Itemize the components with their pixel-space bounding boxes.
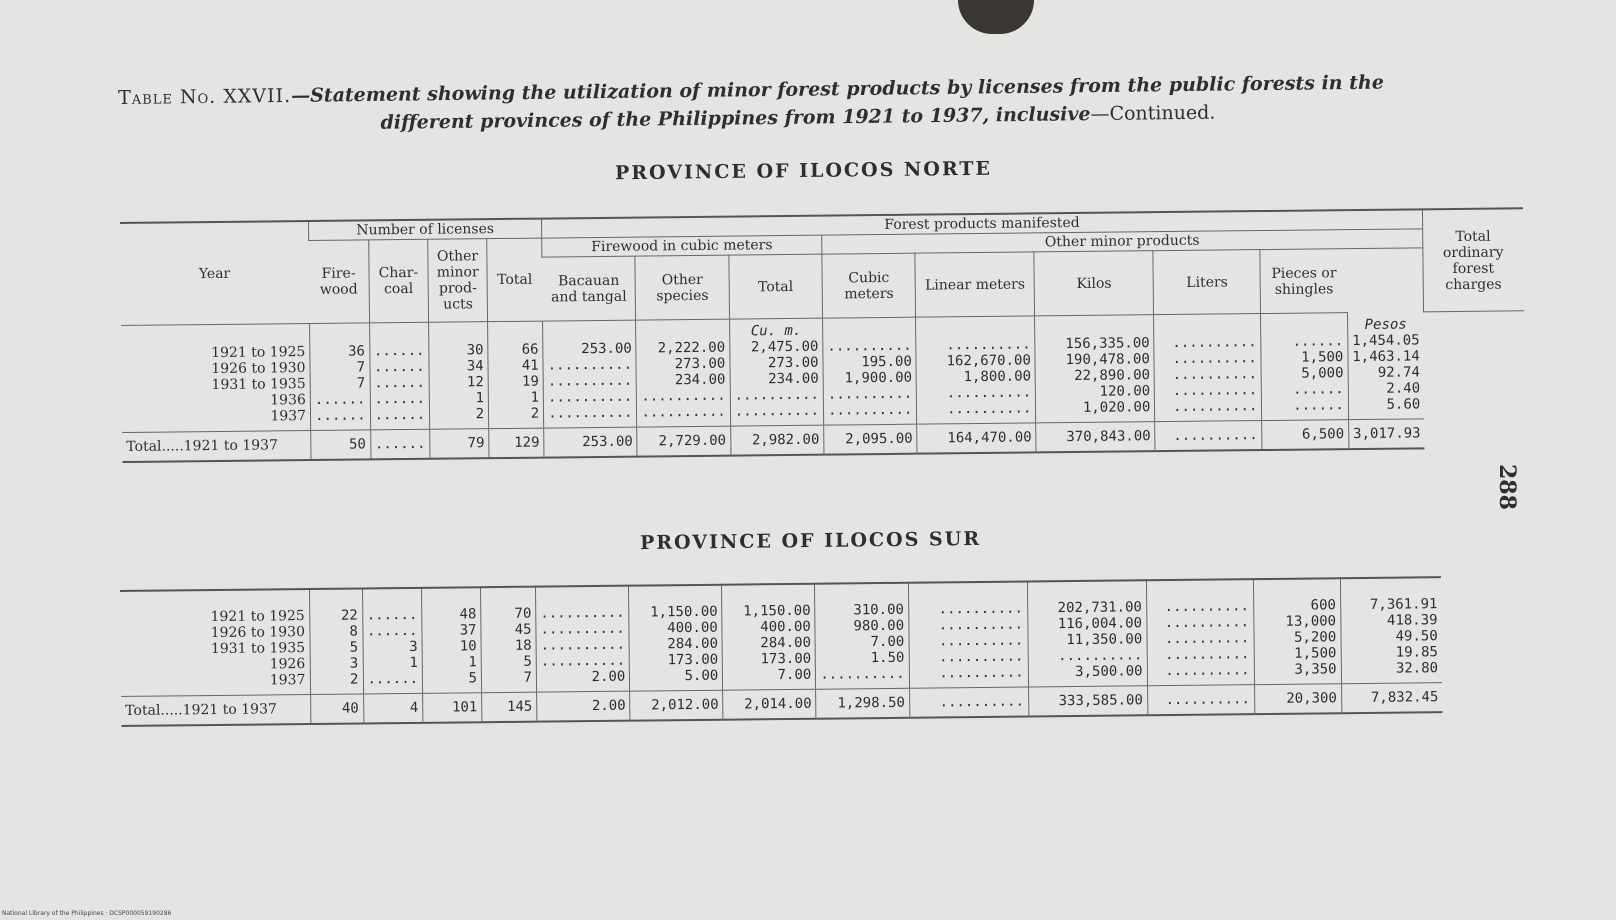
table-cell: 12 xyxy=(466,374,484,391)
spacer xyxy=(920,320,1030,337)
table-cell: 284.00 xyxy=(667,635,719,653)
table-cell: 19.85 xyxy=(1395,644,1438,661)
total-cell: 6,500 xyxy=(1262,420,1349,450)
table-cell: 156,335.00 xyxy=(1065,335,1150,353)
col-total-charges xyxy=(1340,577,1442,684)
table-cell: 7.00 xyxy=(870,633,905,651)
province-heading-ilocos-norte: PROVINCE OF ILOCOS NORTE xyxy=(614,157,993,185)
col-firewood-total xyxy=(722,584,816,690)
header-total-charges: Total ordinary forest charges xyxy=(1422,208,1524,312)
table-cell: 195.00 xyxy=(861,353,912,371)
header-other-species: Other species xyxy=(635,255,729,320)
unit-label: Pesos xyxy=(1364,316,1407,333)
table-cell: .......... xyxy=(540,604,625,622)
header-pieces: Pieces or shingles xyxy=(1260,249,1347,314)
col-year xyxy=(120,589,310,696)
header-year: Year xyxy=(120,221,310,325)
table-cell: 5,200 xyxy=(1293,629,1337,646)
total-cell: 101 xyxy=(423,693,482,723)
total-cell: 370,843.00 xyxy=(1036,422,1155,453)
table-cell: 13,000 xyxy=(1285,613,1337,630)
col-licenses-total xyxy=(481,587,537,693)
table-cell: 41 xyxy=(521,357,539,374)
table-cell: 7 xyxy=(356,375,366,392)
table-cell: 49.50 xyxy=(1395,628,1438,645)
table-cell: 7 xyxy=(523,669,533,686)
col-firewood-total xyxy=(729,318,823,426)
col-bacauan xyxy=(543,320,637,428)
header-bacauan: Bacauan and tangal xyxy=(542,256,636,321)
table-cell: 32.80 xyxy=(1395,660,1439,677)
table-cell: 1926 to 1930 xyxy=(210,624,306,642)
table-cell: .......... xyxy=(547,388,633,406)
table-cell: ...... xyxy=(374,358,425,376)
header-liters: Liters xyxy=(1153,250,1261,315)
table-cell: 36 xyxy=(348,343,366,360)
table-cell: 5.00 xyxy=(684,667,719,685)
page-number: 288 xyxy=(1494,464,1520,510)
table-cell: .......... xyxy=(946,400,1032,418)
table-cell: .......... xyxy=(938,600,1023,618)
total-cell: 7,832.45 xyxy=(1341,683,1442,714)
table-cell: 1 xyxy=(475,390,485,407)
table-cell: .......... xyxy=(1165,646,1250,664)
table-ilocos-sur xyxy=(120,576,1443,727)
total-cell: 4 xyxy=(363,693,423,723)
header-licenses: Number of licenses xyxy=(309,219,542,241)
total-cell: .......... xyxy=(909,687,1028,718)
table-cell: 1931 to 1935 xyxy=(211,376,306,394)
table-cell: 1,463.14 xyxy=(1352,347,1420,365)
table-cell: ...... xyxy=(314,391,366,408)
col-cubic-meters xyxy=(815,583,909,689)
col-liters xyxy=(1146,579,1254,686)
spacer xyxy=(374,327,425,344)
ilocos-norte-table xyxy=(120,207,1525,463)
table-cell: 120.00 xyxy=(1099,383,1151,400)
table-cell: 10 xyxy=(459,638,477,655)
title-italic-line2: different provinces of the Philippines from 1921 to 1937, inclusive xyxy=(380,103,1091,134)
table-cell: 37 xyxy=(459,622,477,639)
table-cell: 34 xyxy=(466,358,484,375)
total-cell: 2,095.00 xyxy=(824,424,918,454)
header-linear-meters: Linear meters xyxy=(915,252,1035,317)
table-cell: .......... xyxy=(547,372,633,390)
total-cell: 2,012.00 xyxy=(630,690,723,720)
table-cell: .......... xyxy=(939,664,1024,682)
total-cell: 333,585.00 xyxy=(1028,686,1147,717)
table-cell: 3 xyxy=(409,638,418,655)
total-cell: 3,017.93 xyxy=(1348,419,1424,449)
table-cell: 1.50 xyxy=(870,649,905,667)
table-cell: 1,500 xyxy=(1294,645,1337,662)
table-cell: 2 xyxy=(349,671,359,688)
total-cell: .......... xyxy=(1147,685,1254,716)
table-title xyxy=(118,67,1499,140)
total-cell: 145 xyxy=(482,692,537,722)
table-cell: 1,900.00 xyxy=(844,369,913,387)
table-row xyxy=(121,311,1525,433)
table-cell: ...... xyxy=(1293,381,1344,398)
table-cell: 1926 to 1930 xyxy=(211,360,306,378)
total-cell: 2,982.00 xyxy=(730,425,824,455)
table-cell: .......... xyxy=(1164,614,1250,632)
table-cell: .......... xyxy=(734,402,820,420)
total-cell: 164,470.00 xyxy=(917,423,1036,454)
table-cell: .......... xyxy=(1164,598,1249,616)
table-cell: 5,000 xyxy=(1301,365,1344,382)
total-cell: 1,298.50 xyxy=(816,688,910,718)
table-cell: 11,350.00 xyxy=(1066,631,1143,649)
table-cell: .......... xyxy=(547,356,633,374)
table-cell: .......... xyxy=(641,403,726,421)
table-cell: 1931 to 1935 xyxy=(210,640,306,658)
spacer xyxy=(547,325,631,342)
table-cell: ...... xyxy=(373,342,425,360)
table-cell: ...... xyxy=(374,406,426,424)
spacer xyxy=(492,326,538,342)
col-cubic-meters xyxy=(823,317,917,425)
table-cell: 253.00 xyxy=(581,340,632,358)
title-italic-line1: —Statement showing the utilization of minor forest products by licenses from the public forests in the xyxy=(290,71,1384,107)
table-cell: ...... xyxy=(366,622,418,640)
col-linear-meters xyxy=(908,582,1028,689)
table-cell: .......... xyxy=(946,336,1031,354)
col-charcoal xyxy=(362,588,423,694)
table-cell: 3,350 xyxy=(1294,661,1337,678)
unit-label: Cu. m. xyxy=(750,322,802,340)
table-cell: .......... xyxy=(938,616,1024,634)
col-kilos xyxy=(1027,580,1147,687)
ilocos-sur-table xyxy=(120,576,1443,727)
table-cell: 7.00 xyxy=(777,666,812,684)
table-cell: .......... xyxy=(540,636,626,654)
ilocos-sur-body xyxy=(120,577,1443,726)
col-other-species xyxy=(636,319,730,427)
header-forest-products: Forest products manifested xyxy=(542,209,1423,238)
table-cell: 173.00 xyxy=(760,650,812,668)
table-cell: 273.00 xyxy=(767,354,819,372)
ilocos-norte-body xyxy=(121,311,1525,462)
header-firewood-cubic: Firewood in cubic meters xyxy=(542,235,822,257)
table-cell: .......... xyxy=(827,385,913,403)
total-cell: 20,300 xyxy=(1254,684,1341,714)
table-cell: ...... xyxy=(1292,333,1344,350)
table-cell: 418.39 xyxy=(1386,612,1438,629)
header-cubic-meters: Cubic meters xyxy=(822,253,916,318)
table-cell: .......... xyxy=(1172,366,1258,383)
footer-credit: National Library of the Philippines · DCSP000059190286 xyxy=(2,910,172,917)
total-cell: 40 xyxy=(310,694,363,724)
title-tail: —Continued. xyxy=(1090,101,1216,126)
table-cell: .......... xyxy=(540,652,626,670)
total-cell: 2,014.00 xyxy=(723,689,816,719)
table-cell: ...... xyxy=(374,374,425,392)
table-cell: 1 xyxy=(468,654,477,671)
col-total-charges xyxy=(1347,312,1424,420)
table-cell: 116,004.00 xyxy=(1057,615,1143,633)
table-cell: 22 xyxy=(340,607,358,624)
col-pieces xyxy=(1253,578,1341,684)
table-cell: 273.00 xyxy=(674,355,726,373)
table-cell: 400.00 xyxy=(667,619,718,637)
table-cell: 5 xyxy=(349,639,359,656)
table-cell: 980.00 xyxy=(853,617,905,635)
col-charcoal xyxy=(369,322,430,430)
col-kilos xyxy=(1035,315,1155,423)
spacer xyxy=(1265,317,1343,334)
table-cell: 5 xyxy=(523,653,532,670)
spacer xyxy=(827,322,911,339)
table-cell: .......... xyxy=(1172,382,1258,399)
table-cell: 234.00 xyxy=(674,371,726,389)
table-cell: 1926 xyxy=(269,656,306,673)
table-cell: 2 xyxy=(530,405,540,422)
table-cell: 284.00 xyxy=(760,634,812,652)
total-cell: 79 xyxy=(430,429,489,459)
table-cell: 66 xyxy=(521,341,539,358)
table-cell: 1,454.05 xyxy=(1352,331,1420,349)
table-cell: .......... xyxy=(1172,334,1257,351)
header-licenses-total: Total xyxy=(487,238,543,322)
total-cell: 2.00 xyxy=(537,691,631,721)
table-cell: ...... xyxy=(367,670,419,688)
total-cell: 2,729.00 xyxy=(637,426,731,456)
table-cell: 1,150.00 xyxy=(650,603,718,621)
table-cell: 7 xyxy=(356,359,366,376)
col-licenses-total xyxy=(488,321,544,429)
table-cell: 1 xyxy=(530,389,540,406)
table-row xyxy=(120,577,1442,696)
table-cell: 234.00 xyxy=(768,370,819,388)
table-cell: .......... xyxy=(548,404,633,422)
col-bacauan xyxy=(536,586,630,692)
table-cell: .......... xyxy=(939,648,1024,666)
table-ilocos-norte xyxy=(120,207,1525,463)
table-cell: 22,890.00 xyxy=(1074,367,1151,385)
col-other-minor xyxy=(422,587,482,693)
total-cell: Total.....1921 to 1937 xyxy=(121,695,310,726)
table-cell: 162,670.00 xyxy=(946,352,1031,370)
col-firewood xyxy=(309,588,363,694)
table-cell: 2 xyxy=(475,406,485,423)
table-cell: .......... xyxy=(946,384,1032,402)
spacer xyxy=(433,326,483,343)
table-cell: 310.00 xyxy=(853,601,905,619)
table-cell: .......... xyxy=(1058,647,1143,665)
table-cell: 173.00 xyxy=(667,651,719,669)
table-cell: ...... xyxy=(1293,397,1344,414)
table-cell: 1 xyxy=(409,654,418,671)
table-cell: 1937 xyxy=(270,408,307,425)
table-cell: .......... xyxy=(1172,350,1257,367)
table-cell: 7,361.91 xyxy=(1369,596,1438,613)
table-cell: .......... xyxy=(641,387,726,405)
table-cell: 202,731.00 xyxy=(1057,599,1142,617)
spacer xyxy=(1039,319,1149,336)
table-cell: .......... xyxy=(1164,630,1250,648)
table-cell: 8 xyxy=(349,623,359,640)
spacer xyxy=(314,327,365,344)
total-cell: 253.00 xyxy=(544,427,638,457)
province-heading-ilocos-sur: PROVINCE OF ILOCOS SUR xyxy=(639,527,982,555)
table-cell: 48 xyxy=(459,606,477,623)
table-cell: .......... xyxy=(734,386,819,404)
table-cell: 1936 xyxy=(270,392,306,409)
ink-blot xyxy=(958,0,1034,34)
total-cell: 50 xyxy=(311,430,371,460)
table-cell: 3 xyxy=(349,655,359,672)
table-cell: 18 xyxy=(514,637,532,654)
table-cell: 19 xyxy=(521,373,539,390)
table-cell: 600 xyxy=(1310,597,1336,614)
table-cell: 45 xyxy=(514,621,532,638)
header-kilos: Kilos xyxy=(1034,251,1154,316)
table-cell: .......... xyxy=(540,620,625,638)
table-cell: 190,478.00 xyxy=(1065,351,1150,369)
table-cell: 5 xyxy=(468,670,478,687)
table-cell: 1,800.00 xyxy=(963,368,1032,386)
total-cell: Total.....1921 to 1937 xyxy=(122,431,311,462)
header-charcoal: Char-coal xyxy=(368,239,428,323)
table-cell: .......... xyxy=(820,665,905,683)
table-cell: 1,500 xyxy=(1301,349,1344,366)
table-cell: 1,150.00 xyxy=(743,602,811,620)
header-firewood-total: Total xyxy=(729,254,823,319)
table-cell: 5.60 xyxy=(1386,395,1421,413)
table-cell: 1,020.00 xyxy=(1082,399,1151,416)
table-cell: ...... xyxy=(366,606,418,624)
col-other-species xyxy=(629,585,723,691)
table-cell: ...... xyxy=(314,407,366,424)
table-cell: 400.00 xyxy=(760,618,811,636)
table-cell: 1921 to 1925 xyxy=(210,608,305,626)
table-cell: .......... xyxy=(827,337,912,355)
total-cell: 129 xyxy=(489,428,544,458)
header-firewood: Fire-wood xyxy=(309,240,369,324)
col-linear-meters xyxy=(916,316,1036,424)
col-year xyxy=(121,324,311,433)
total-cell: .......... xyxy=(1155,421,1262,452)
table-cell: 2,475.00 xyxy=(750,338,819,356)
table-cell: 2,222.00 xyxy=(657,339,726,357)
table-cell: 1937 xyxy=(269,672,306,689)
spacer xyxy=(641,324,725,341)
table-cell: .......... xyxy=(1165,662,1250,680)
table-cell: 92.74 xyxy=(1377,363,1421,381)
col-firewood xyxy=(310,323,371,431)
title-lead: Table No. XXVII. xyxy=(118,84,292,109)
table-cell: 70 xyxy=(514,605,532,622)
table-cell: 30 xyxy=(466,342,484,359)
spacer xyxy=(125,328,305,346)
table-cell: 3,500.00 xyxy=(1075,663,1143,681)
header-other-minor: Other minor prod-ucts xyxy=(428,239,488,323)
table-cell: .......... xyxy=(827,401,913,419)
table-cell: 2.40 xyxy=(1386,379,1421,397)
table-cell: .......... xyxy=(938,632,1024,650)
spacer xyxy=(1158,318,1256,335)
table-cell: 1921 to 1925 xyxy=(211,344,306,362)
table-cell: 2.00 xyxy=(591,668,626,686)
col-liters xyxy=(1154,314,1262,422)
header-other-minor-products: Other minor products xyxy=(822,229,1423,254)
table-cell: ...... xyxy=(374,390,426,408)
total-cell: ...... xyxy=(370,429,430,459)
col-other-minor xyxy=(429,322,489,430)
col-pieces xyxy=(1261,313,1349,421)
table-cell: .......... xyxy=(1172,398,1258,415)
